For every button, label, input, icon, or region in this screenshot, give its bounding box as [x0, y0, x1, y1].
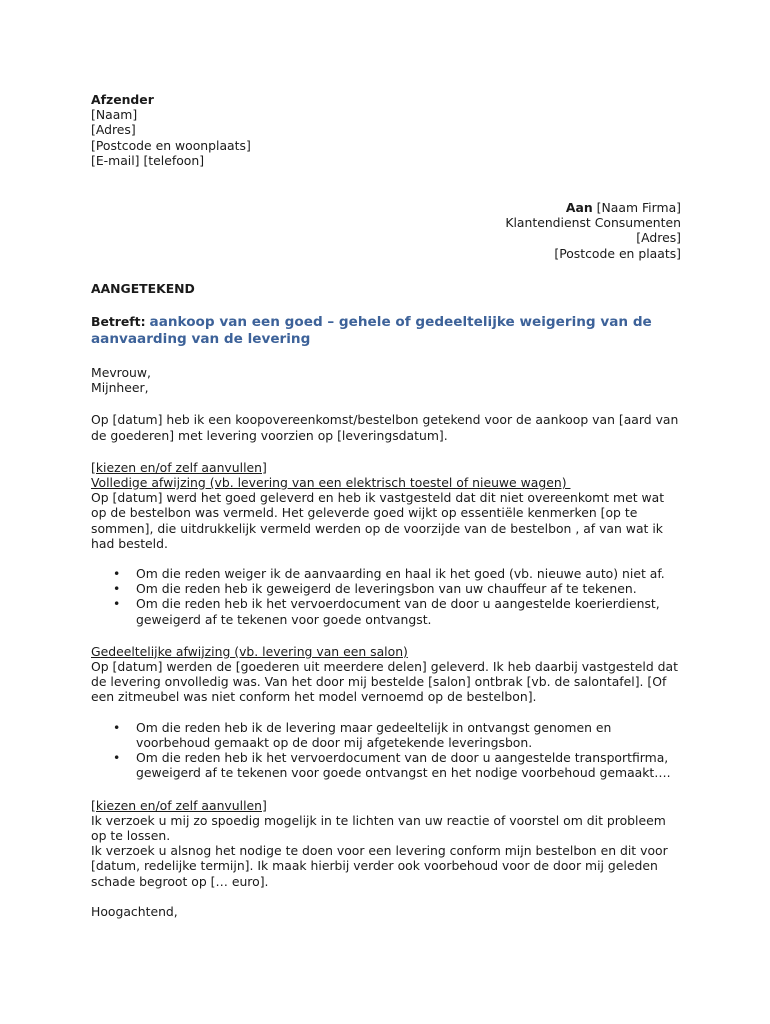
subject-text: aankoop van een goed – gehele of gedeeltelijke weigering van de aanvaarding van de levering [91, 314, 652, 347]
bullet-icon: • [113, 750, 121, 766]
bullet-icon: • [113, 581, 121, 597]
subject-line [91, 314, 681, 347]
partial-rejection-heading: Gedeeltelijke afwijzing (vb. levering van een salon) [91, 643, 408, 659]
choose-note-1: [kiezen en/of zelf aanvullen] [91, 459, 267, 475]
recipient-to-label: Aan [565, 200, 593, 216]
partial-rejection-body: Op [datum] werden de [goederen uit meerdere delen] geleverd. Ik heb daarbij vastgesteld dat de levering onvolledig was. Van het door mij bestelde [salon] ontbrak [vb. de salontafel]. [Of een zitmeubel was niet conform het model vernoemd op de bestelbon]. [91, 659, 678, 705]
request-line-1: Ik verzoek u mij zo spoedig mogelijk in te lichten van uw reactie of voorstel om dit probleem op te lossen. [91, 812, 666, 843]
section-partial-rejection [91, 644, 681, 781]
section-full-rejection [91, 460, 681, 627]
salutation-line-1: Mevrouw, [91, 365, 151, 381]
full-rejection-heading: Volledige afwijzing (vb. levering van een elektrisch toestel of nieuwe wagen) [91, 475, 571, 491]
bullet-icon: • [113, 596, 121, 612]
closing: Hoogachtend, [91, 903, 178, 919]
list-item: • Om die reden weiger ik de aanvaarding en haal ik het goed (vb. nieuwe auto) niet af. [113, 566, 665, 582]
sender-address: [Adres] [91, 122, 136, 138]
recipient-address: [Adres] [636, 230, 681, 246]
list-item: • Om die reden heb ik geweigerd de leveringsbon van uw chauffeur af te tekenen. [113, 581, 637, 597]
bullet-icon: • [113, 719, 121, 735]
sender-heading: Afzender [91, 92, 154, 107]
sender-block [91, 92, 681, 168]
full-rejection-bullets [91, 566, 681, 627]
section-request [91, 798, 681, 889]
partial-rejection-bullets [91, 720, 681, 781]
recipient-company: [Naam Firma] [596, 200, 681, 216]
salutation-line-2: Mijnheer, [91, 380, 149, 396]
request-line-2: Ik verzoek u alsnog het nodige te doen voor een levering conform mijn bestelbon en dit voor [datum, redelijke termijn]. Ik maak hierbij verder ook voorbehoud voor de door mij geleden schade begroot op [… euro]. [91, 843, 668, 889]
sender-contact: [E-mail] [telefoon] [91, 152, 205, 168]
registered-mark: AANGETEKEND [91, 280, 195, 296]
recipient-postal: [Postcode en plaats] [554, 245, 681, 261]
letter [91, 92, 681, 919]
list-item: • Om die reden heb ik de levering maar gedeeltelijk in ontvangst genomen en voorbehoud gemaakt op de door mij afgetekende leveringsbon. [113, 719, 612, 750]
recipient-department: Klantendienst Consumenten [505, 215, 681, 231]
subject-label: Betreft: [91, 314, 146, 330]
bullet-icon: • [113, 566, 121, 582]
sender-name: [Naam] [91, 107, 138, 123]
full-rejection-body: Op [datum] werd het goed geleverd en heb ik vastgesteld dat dit niet overeenkomt met wat op de bestelbon was vermeld. Het geleverde goed wijkt op essentiële kenmerken [op te sommen], die uitdrukkelijk vermeld werden op de voorzijde van de bestelbon , af van wat ik had besteld. [91, 490, 665, 551]
list-item: • Om die reden heb ik het vervoerdocument van de door u aangestelde transportfirma, geweigerd af te tekenen voor goede ontvangst en het nodige voorbehoud gemaakt…. [113, 750, 671, 781]
sender-postal: [Postcode en woonplaats] [91, 137, 251, 153]
salutation [91, 365, 681, 395]
list-item: • Om die reden heb ik het vervoerdocument van de door u aangestelde koerierdienst, geweigerd af te tekenen voor goede ontvangst. [113, 596, 660, 627]
choose-note-2: [kiezen en/of zelf aanvullen] [91, 797, 267, 813]
recipient-block [91, 200, 681, 261]
intro-paragraph: Op [datum] heb ik een koopovereenkomst/bestelbon getekend voor de aankoop van [aard van de goederen] met levering voorzien op [leveringsdatum]. [91, 412, 679, 443]
